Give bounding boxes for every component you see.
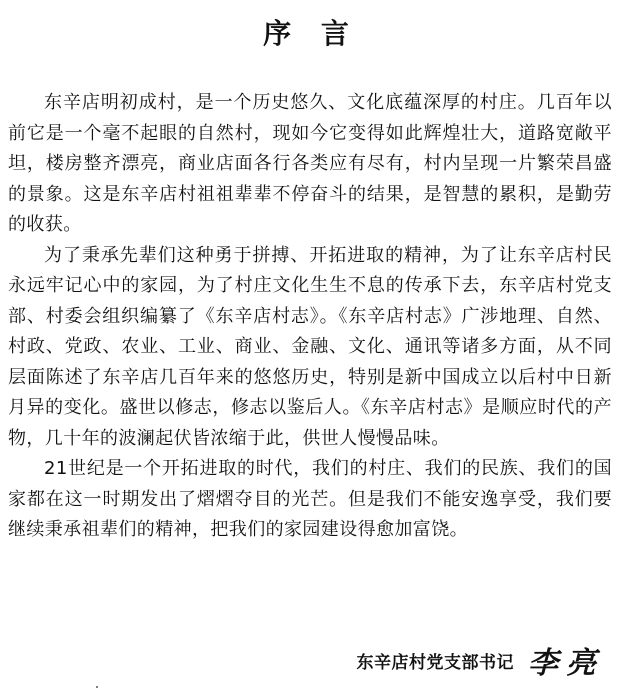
paragraph-2: 为了秉承先辈们这种勇于拼搏、开拓进取的精神，为了让东辛店村民永远牢记心中的家园，为了村庄文化生生不息的传承下去，东辛店村党支部、村委会组织编纂了《东辛店村志》。《东辛店村志》广涉地理、自然、村政、党政、农业、工业、商业、金融、文化、通讯等诸多方面，从不同层面陈述了东辛店几百年来的悠悠历史，特别是新中国成立以后村中日新月异的变化。盛世以修志，修志以鉴后人。《东辛店村志》是顺应时代的产物，几十年的波澜起伏皆浓缩于此，供世人慢慢品味。 (8, 244, 612, 449)
signature-block (357, 640, 605, 680)
paragraph-3: 21世纪是一个开拓进取的时代，我们的村庄、我们的民族、我们的国家都在这一时期发出了熠熠夺目的光芒。但是我们不能安逸享受，我们要继续秉承祖辈们的精神，把我们的家园建设得愈加富饶。 (8, 458, 612, 540)
page-title: 序 言 (263, 17, 359, 50)
signature-title: 东辛店村党支部书记 (356, 652, 514, 673)
signature-name: 李亮 (528, 646, 604, 681)
preface-body (8, 88, 612, 546)
paragraph-1: 东辛店明初成村，是一个历史悠久、文化底蕴深厚的村庄。几百年以前它是一个毫不起眼的自然村，现如今它变得如此辉煌壮大，道路宽敞平坦，楼房整齐漂亮，商业店面各行各类应有尽有，村内呈现一片繁荣昌盛的景象。这是东辛店村祖祖辈辈不停奋斗的结果，是智慧的累积，是勤劳的收获。 (8, 92, 612, 235)
scan-speck (96, 686, 98, 688)
